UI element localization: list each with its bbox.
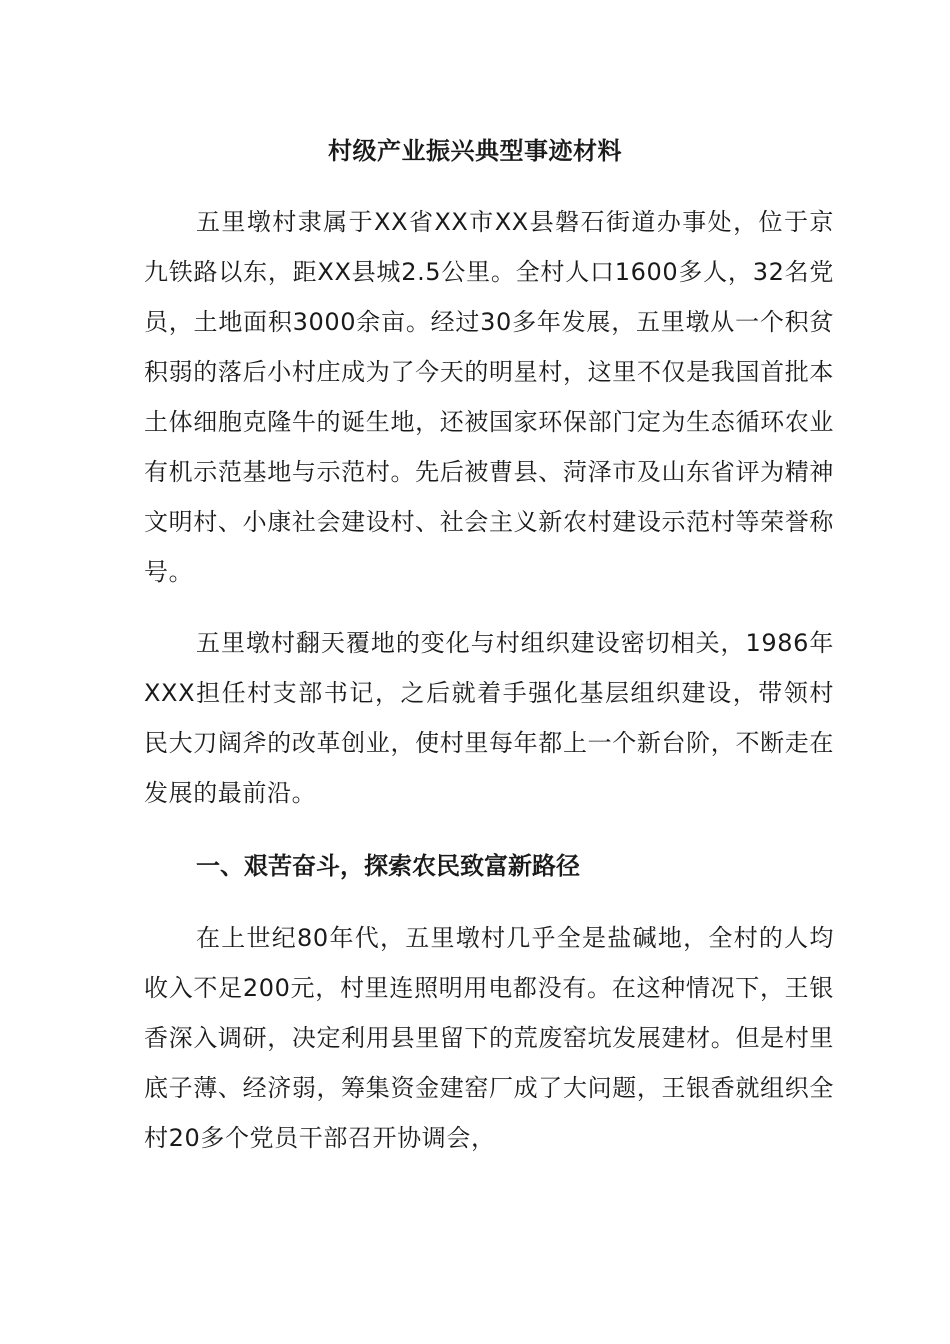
document-title: 村级产业振兴典型事迹材料: [328, 137, 622, 165]
paragraph-history: 在上世纪80年代，五里墩村几乎全是盐碱地，全村的人均收入不足200元，村里连照明用电都没有。在这种情况下，王银香深入调研，决定利用县里留下的荒废窑坑发展建材。但是村里底子薄、经济弱，筹集资金建窑厂成了大问题，王银香就组织全村20多个党员干部召开协调会，: [144, 924, 834, 1152]
paragraph-change: 五里墩村翻天覆地的变化与村组织建设密切相关，1986年XXX担任村支部书记，之后就着手强化基层组织建设，带领村民大刀阔斧的改革创业，使村里每年都上一个新台阶，不断走在发展的最前沿。: [144, 629, 834, 807]
section-heading: 一、艰苦奋斗，探索农民致富新路径: [196, 852, 580, 880]
paragraph-intro: 五里墩村隶属于XX省XX市XX县磐石街道办事处，位于京九铁路以东，距XX县城2.5公里。全村人口1600多人，32名党员，土地面积3000余亩。经过30多年发展，五里墩从一个积贫积弱的落后小村庄成为了今天的明星村，这里不仅是我国首批本土体细胞克隆牛的诞生地，还被国家环保部门定为生态循环农业有机示范基地与示范村。先后被曹县、菏泽市及山东省评为精神文明村、小康社会建设村、社会主义新农村建设示范村等荣誉称号。: [144, 208, 834, 586]
